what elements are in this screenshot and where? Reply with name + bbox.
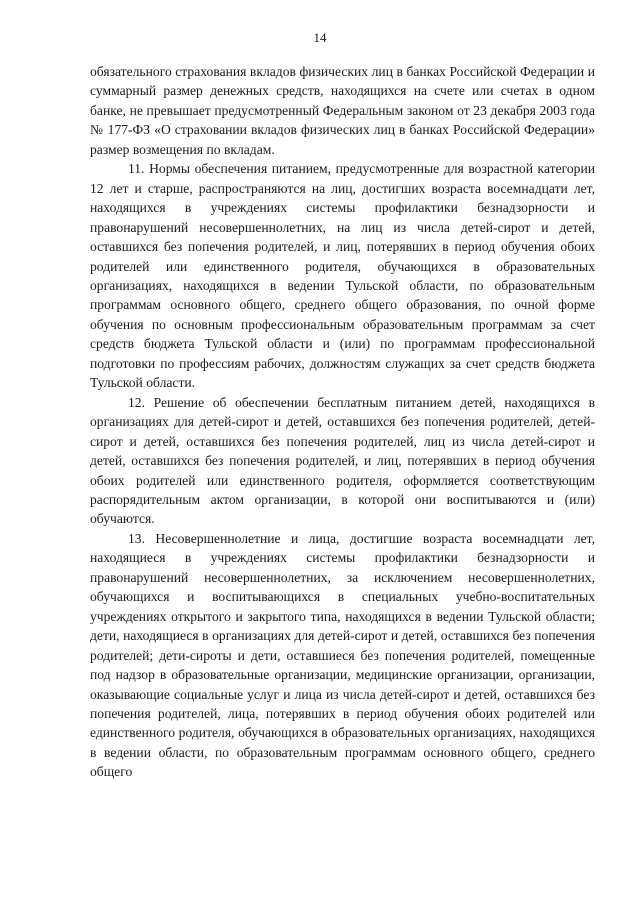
document-body: [90, 62, 595, 782]
paragraph-item-11: 11. Нормы обеспечения питанием, предусмотренные для возрастной категории 12 лет и старше, распространяются на лиц, достигших возраста восемнадцати лет, находящихся в учреждениях системы профилактики безнадзорности и правонарушений несовершеннолетних, на лиц из числа детей-сирот и детей, оставшихся без попечения родителей, и лиц, потерявших в период обучения обоих родителей или единственного родителя, обучающихся в образовательных организациях, находящихся в ведении Тульской области, по образовательным программам основного общего, среднего общего образования, по очной форме обучения по основным профессиональным образовательным программам за счет средств бюджета Тульской области и (или) по программам профессиональной подготовки по профессиям рабочих, должностям служащих за счет средств бюджета Тульской области.: [90, 161, 595, 391]
paragraph-item-13: 13. Несовершеннолетние и лица, достигшие возраста восемнадцати лет, находящиеся в учреждениях системы профилактики безнадзорности и правонарушений несовершеннолетних, за исключением несовершеннолетних, обучающихся и воспитывающихся в специальных учебно-воспитательных учреждениях открытого и закрытого типа, находящихся в ведении Тульской области; дети, находящиеся в организациях для детей-сирот и детей, оставшихся без попечения родителей; дети-сироты и дети, оставшиеся без попечения родителей, помещенные под надзор в образовательные организации, медицинские организации, организации, оказывающие социальные услуг и лица из числа детей-сирот и детей, оставшихся без попечения родителей, лица, потерявших в период обучения обоих родителей или единственного родителя, обучающихся в образовательных организациях, находящихся в ведении области, по образовательным программам основного общего, среднего общего: [90, 530, 595, 780]
paragraph-item-12: 12. Решение об обеспечении бесплатным питанием детей, находящихся в организациях для детей-сирот и детей, оставшихся без попечения родителей, детей-сирот и детей, оставшихся без попечения родителей, лиц из числа детей-сирот и детей, оставшихся без попечения родителей, и лиц, потерявших в период обучения обоих родителей или единственного родителя, оформляется соответствующим распорядительным актом организации, в которой они воспитываются и (или) обучаются.: [90, 394, 595, 527]
paragraph-continuation: обязательного страхования вкладов физических лиц в банках Российской Федерации и суммарный размер денежных средств, находящихся на счете или счетах в одном банке, не превышает предусмотренный Федеральным законом от 23 декабря 2003 года № 177-ФЗ «О страховании вкладов физических лиц в банках Российской Федерации» размер возмещения по вкладам.: [90, 64, 595, 157]
page-number: 14: [313, 30, 327, 45]
